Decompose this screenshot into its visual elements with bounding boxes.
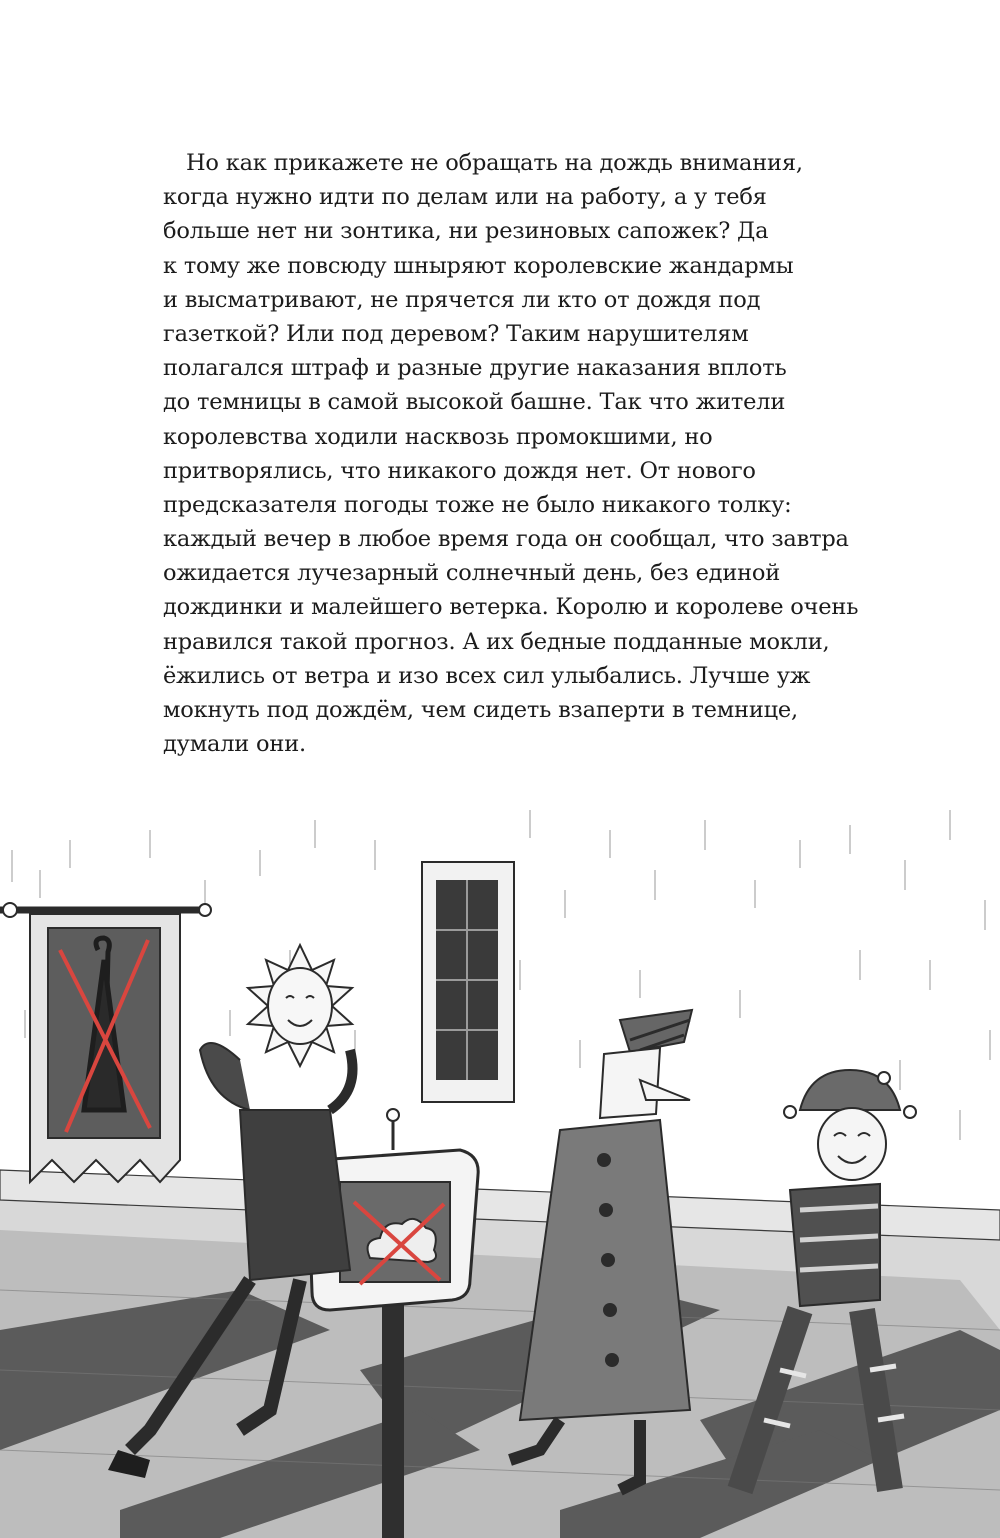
text-line: Но как прикажете не обращать на дождь внимания,: [186, 150, 803, 176]
text-line: ожидается лучезарный солнечный день, без единой: [163, 560, 781, 587]
text-line: королевства ходили насквозь промокшими, но: [163, 423, 713, 450]
text-line: полагался штраф и разные другие наказания вплоть: [163, 355, 787, 382]
banner-icon: [0, 903, 211, 1182]
text-line: ёжились от ветра и изо всех сил улыбались. Лучше уж: [163, 662, 811, 689]
text-line: нравился такой прогноз. А их бедные подданные мокли,: [163, 628, 830, 655]
text-line: к тому же повсюду шныряют королевские жандармы: [163, 252, 794, 279]
window-icon: [422, 862, 514, 1102]
body-paragraph: [163, 146, 903, 761]
text-line: когда нужно идти по делам или на работу, а у тебя: [163, 184, 767, 211]
text-line: притворялись, что никакого дождя нет. От нового: [163, 457, 756, 484]
rainy-street-illustration: [0, 810, 1000, 1538]
text-line: больше нет ни зонтика, ни резиновых сапожек? Да: [163, 218, 769, 245]
text-line: думали они.: [163, 731, 306, 758]
text-line: газеткой? Или под деревом? Таким нарушителям: [163, 320, 749, 347]
text-line: дождинки и малейшего ветерка. Королю и королеве очень: [163, 594, 859, 621]
text-line: до темницы в самой высокой башне. Так что жители: [163, 389, 786, 416]
text-line: и высматривают, не прячется ли кто от дождя под: [163, 286, 761, 313]
text-line: предсказателя погоды тоже не было никакого толку:: [163, 491, 792, 518]
text-line: каждый вечер в любое время года он сообщал, что завтра: [163, 526, 849, 553]
text-line: мокнуть под дождём, чем сидеть взаперти в темнице,: [163, 697, 798, 723]
